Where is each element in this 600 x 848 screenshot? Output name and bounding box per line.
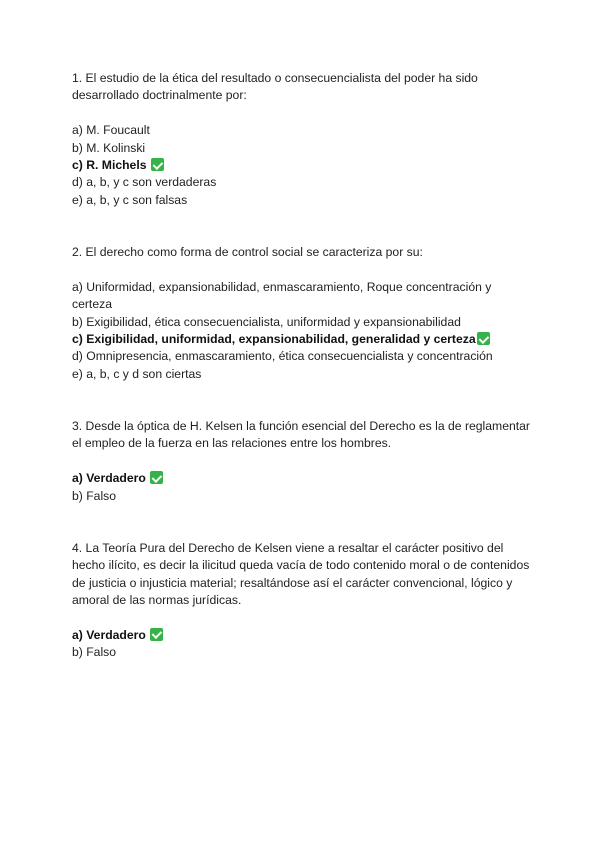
- check-mark-icon: [150, 628, 163, 641]
- answer-options: [72, 470, 532, 505]
- question-text: 2. El derecho como forma de control social se caracteriza por su:: [72, 245, 423, 260]
- answer-option-correct: [72, 470, 532, 487]
- answer-option-correct: [72, 157, 532, 174]
- check-mark-icon: [477, 332, 490, 345]
- question-3: [72, 418, 532, 505]
- document-page: [72, 70, 532, 662]
- answer-option: d) a, b, y c son verdaderas: [72, 175, 217, 190]
- question-text: 4. La Teoría Pura del Derecho de Kelsen viene a resaltar el carácter positivo del hecho ilícito, es decir la ilicitud queda vacía de todo contenido moral o de contenidos de justicia o injusticia material; resaltándose así el carácter convencional, lógico y amoral de las normas jurídicas.: [72, 540, 530, 608]
- answer-option-label: c) R. Michels: [72, 158, 147, 173]
- answer-option-label: a) Verdadero: [72, 627, 146, 642]
- answer-option: b) M. Kolinski: [72, 140, 146, 155]
- answer-option: e) a, b, c y d son ciertas: [72, 366, 202, 381]
- answer-option-correct: [72, 627, 532, 644]
- answer-option: d) Omnipresencia, enmascaramiento, ética consecuencialista y concentración: [72, 349, 493, 364]
- answer-option: b) Falso: [72, 645, 117, 660]
- answer-option: a) M. Foucault: [72, 123, 150, 138]
- spacer: [72, 383, 532, 418]
- answer-option: a) Uniformidad, expansionabilidad, enmascaramiento, Roque concentración y certeza: [72, 279, 492, 312]
- answer-option-correct: [72, 331, 532, 348]
- answer-option: b) Exigibilidad, ética consecuencialista, uniformidad y expansionabilidad: [72, 314, 461, 329]
- answer-option-label: c) Exigibilidad, uniformidad, expansionabilidad, generalidad y certeza: [72, 332, 476, 347]
- answer-options: [72, 122, 532, 209]
- question-2: [72, 244, 532, 383]
- check-mark-icon: [151, 158, 164, 171]
- answer-option: e) a, b, y c son falsas: [72, 192, 188, 207]
- answer-options: [72, 627, 532, 662]
- question-1: [72, 70, 532, 209]
- question-4: [72, 540, 532, 662]
- answer-options: [72, 279, 532, 383]
- question-text: 1. El estudio de la ética del resultado o consecuencialista del poder ha sido desarrollado doctrinalmente por:: [72, 71, 478, 103]
- question-text: 3. Desde la óptica de H. Kelsen la función esencial del Derecho es la de reglamentar el empleo de la fuerza en las relaciones entre los hombres.: [72, 419, 530, 451]
- answer-option-label: a) Verdadero: [72, 471, 146, 486]
- check-mark-icon: [150, 471, 163, 484]
- spacer: [72, 505, 532, 540]
- spacer: [72, 209, 532, 244]
- answer-option: b) Falso: [72, 488, 117, 503]
